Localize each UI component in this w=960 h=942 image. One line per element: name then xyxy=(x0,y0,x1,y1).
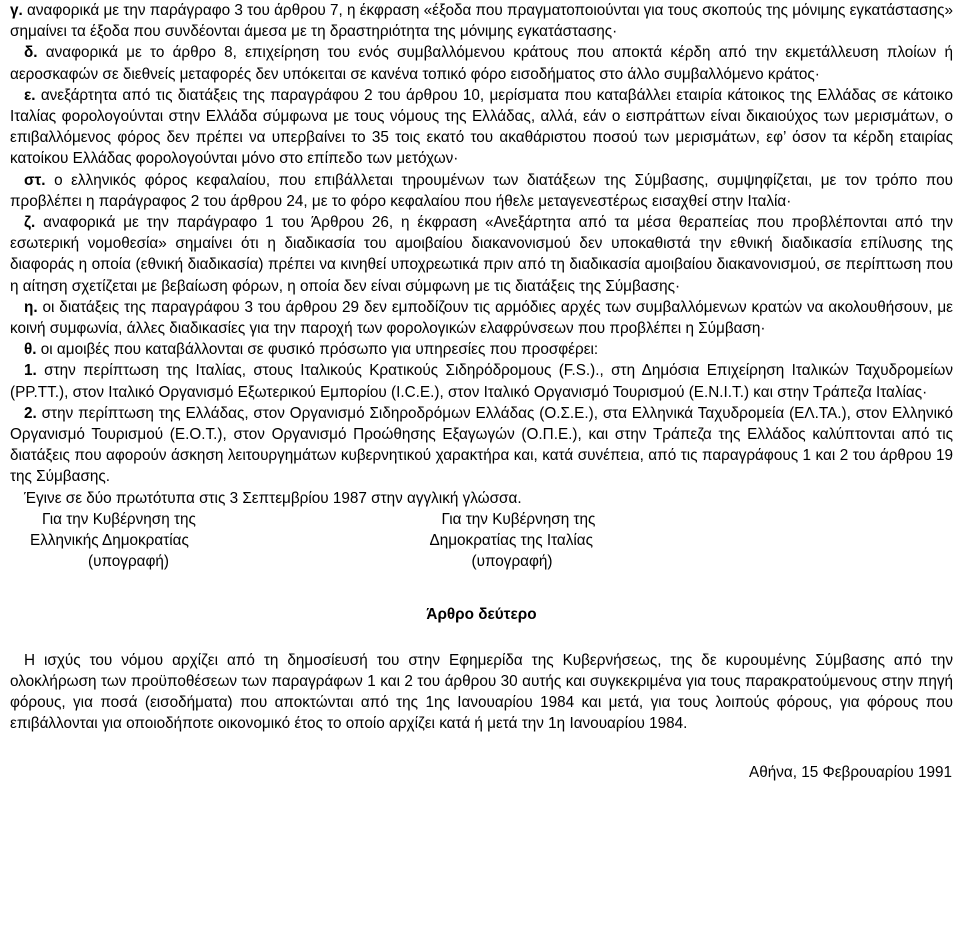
paragraph-text: ανεξάρτητα από τις διατάξεις της παραγράφου 2 του άρθρου 10, μερίσματα που καταβάλλει εταιρία κάτοικος της Ελλάδας σε κάτοικο Ιταλίας φορολογούνται στην Ελλάδα σύμφωνα με τους νόμους της Ελλάδας, αλλά, εάν ο εισπράττων είναι δικαιούχος των μερισμάτων, ο επιβαλλόμενος φόρος δεν πρέπει να υπερβαίνει το 35 τοις εκατό του ακαθάριστου ποσού των μερισμάτων, εφ’ όσον τα κέρδη εταιρίας κατοίκου Ελλάδας φορολογούνται μόνο στο επίπεδο των μετόχων· xyxy=(10,86,953,168)
signature-block xyxy=(10,509,953,573)
paragraph-marker: στ. xyxy=(24,171,46,189)
paragraph-marker: ζ. xyxy=(24,214,36,232)
paragraph-marker: 2. xyxy=(24,404,37,422)
paragraph-marker: γ. xyxy=(10,2,23,19)
signature-left-line1: Για την Κυβέρνηση της xyxy=(42,510,196,528)
signature-left-line3: (υπογραφή) xyxy=(88,553,170,571)
paragraph-epsilon xyxy=(10,85,953,170)
signature-left xyxy=(10,509,482,573)
signature-right-line1: Για την Κυβέρνηση της xyxy=(441,510,596,528)
signature-right xyxy=(429,509,954,573)
signed-statement: Έγινε σε δύο πρωτότυπα στις 3 Σεπτεμβρίου 1987 στην αγγλική γλώσσα. xyxy=(24,489,522,507)
paragraph-item-2 xyxy=(10,403,953,488)
paragraph-gamma xyxy=(10,0,953,42)
paragraph-text: αναφορικά με το άρθρο 8, επιχείρηση του ενός συμβαλλόμενου κράτους που αποκτά κέρδη από την εκμετάλλευση πλοίων ή αεροσκαφών σε διεθνείς μεταφορές δεν υπόκειται σε κανένα τοπικό φόρο εισοδήματος στο άλλο συμβαλλόμενο κράτος· xyxy=(10,44,953,83)
paragraph-text: στην περίπτωση της Ελλάδας, στον Οργανισμό Σιδηροδρόμων Ελλάδας (Ο.Σ.Ε.), στα Ελληνικά Ταχυδρομεία (ΕΛ.ΤΑ.), στον Ελληνικό Οργανισμό Τουρισμού (Ε.Ο.Τ.), στον Οργανισμό Προώθησης Εξαγωγών (Ο.Π.Ε.), και στην Τράπεζα της Ελλάδος καλύπτονται από τις διατάξεις που αφορούν άσκηση λειτουργημάτων κυβερνητικού χαρακτήρα και, κατά συνέπεια, από τις παραγράφους 1 και 2 του άρθρου 19 της Σύμβασης. xyxy=(10,404,953,486)
paragraph-theta xyxy=(10,339,953,360)
paragraph-zeta xyxy=(10,212,953,297)
paragraph-text: στην περίπτωση της Ιταλίας, στους Ιταλικούς Κρατικούς Σιδηρόδρομους (F.S.)., στη Δημόσια Επιχείρηση Ιταλικών Ταχυδρομείων (PP.TT.), στον Ιταλικό Οργανισμό Εξωτερικού Εμπορίου (I.C.E.), στον Ιταλικό Οργανισμό Τουρισμού (E.N.I.T.) και στην Τράπεζα Ιταλίας· xyxy=(10,362,953,401)
paragraph-text: οι διατάξεις της παραγράφου 3 του άρθρου 29 δεν εμποδίζουν τις αρμόδιες αρχές των συμβαλλόμενων κρατών να ακολουθήσουν, με κοινή συμφωνία, άλλες διαδικασίες για την παροχή των φορολογικών ελαφρύνσεων που προβλέπει η Σύμβαση· xyxy=(10,298,953,338)
paragraph-text: αναφορικά με την παράγραφο 3 του άρθρου 7, η έκφραση «έξοδα που πραγματοποιούνται για τους σκοπούς της μόνιμης εγκατάστασης» σημαίνει τα έξοδα που συνδέονται άμεσα με τη δραστηριότητα της μόνιμης εγκατάστασης· xyxy=(10,2,953,41)
signature-right-line3: (υπογραφή) xyxy=(471,553,553,571)
paragraph-text: ο ελληνικός φόρος κεφαλαίου, που επιβάλλεται τηρουμένων των διατάξεων της Σύμβασης, συμψηφίζεται, με τον τρόπο που προβλέπει η παράγραφος 2 του άρθρου 24, με το φόρο κεφαλαίου που ήθελε μεταγενεστέρως εισαχθεί στην Ιταλία· xyxy=(10,171,953,210)
closing-place-date: Αθήνα, 15 Φεβρουαρίου 1991 xyxy=(749,763,952,781)
paragraph-delta xyxy=(10,42,953,84)
paragraph-marker: 1. xyxy=(24,362,37,380)
paragraph-marker: η. xyxy=(24,298,38,316)
paragraph-marker: δ. xyxy=(24,44,38,62)
paragraph-marker: θ. xyxy=(24,341,37,359)
paragraph-marker: ε. xyxy=(24,86,36,104)
paragraph-text: οι αμοιβές που καταβάλλονται σε φυσικό πρόσωπο για υπηρεσίες που προσφέρει: xyxy=(36,341,599,359)
paragraph-text: αναφορικά με την παράγραφο 1 του Άρθρου 26, η έκφραση «Ανεξάρτητα από τα μέσα θεραπείας που προβλέπονται από την εσωτερική νομοθεσία» σημαίνει ότι η διαδικασία του αμοιβαίου διακανονισμού δεν υποκαθιστά την εθνική διαδικασία επίλυσης της διαφοράς η οποία (εθνική διαδικασία) πρέπει να κινηθεί υποχρεωτικά πριν από τη διαδικασία αμοιβαίου διακανονισμού, σε περίπτωση που η αίτηση σχετίζεται με βεβαίωση φόρων, η οποία δεν είναι σύμφωνη με τις διατάξεις της Σύμβασης· xyxy=(10,214,953,295)
document-page xyxy=(10,0,953,798)
signature-left-line2: Ελληνικής Δημοκρατίας xyxy=(30,532,189,550)
signature-right-line2: Δημοκρατίας της Ιταλίας xyxy=(429,532,594,550)
article-text: Η ισχύς του νόμου αρχίζει από τη δημοσίευσή του στην Εφημερίδα της Κυβερνήσεως, της δε κυρουμένης Σύμβασης από την ολοκλήρωση των προϋποθέσεων των παραγράφων 1 και 2 του άρθρου 30 αυτής και συγκεκριμένα για τους παρακρατούμενους στην πηγή φόρους, για ποσά (εισοδήματα) που αποκτώνται από της 1ης Ιανουαρίου 1984 και μετά, για τους λοιπούς φόρους, για φόρους που επιβάλλονται για οποιοδήποτε οικονομικό έτος το οποίο αρχίζει κατά ή μετά την 1η Ιανουαρίου 1984. xyxy=(10,651,953,733)
paragraph-item-1 xyxy=(10,360,953,402)
article-heading: Άρθρο δεύτερο xyxy=(426,606,537,624)
paragraph-stigma xyxy=(10,170,953,212)
paragraph-eta xyxy=(10,297,953,339)
